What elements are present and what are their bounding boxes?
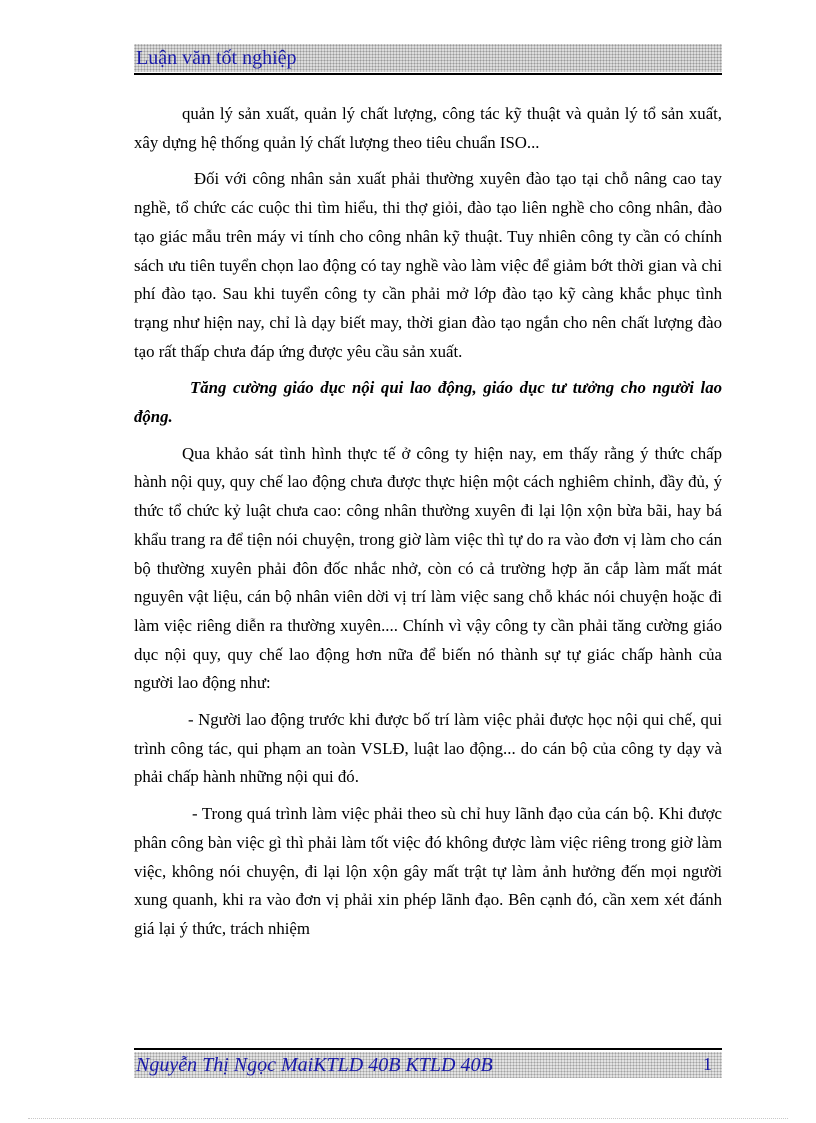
header-divider	[134, 73, 722, 75]
section-heading: Tăng cường giáo dục nội qui lao động, giáo dục tư tưởng cho người lao động.	[134, 378, 722, 427]
footer-author: Nguyễn Thị Ngọc MaiKTLD 40B KTLD 40B	[136, 1054, 493, 1076]
page-number: 1	[703, 1054, 712, 1074]
list-item-training-rules: - Người lao động trước khi được bố trí làm việc phải được học nội qui chế, qui trình công tác, qui phạm an toàn VSLĐ, luật lao động... do cán bộ của công ty dạy và phải chấp hành những nội qui đó.	[134, 710, 722, 787]
paragraph-continuation: quản lý sản xuất, quản lý chất lượng, công tác kỹ thuật và quản lý tổ sản xuất, xây dựng hệ thống quản lý chất lượng theo tiêu chuẩn ISO...	[134, 104, 722, 152]
footer-divider	[134, 1048, 722, 1050]
page-edge-divider	[28, 1118, 788, 1119]
list-item-work-discipline: - Trong quá trình làm việc phải theo sù chỉ huy lãnh đạo của cán bộ. Khi được phân công bàn việc gì thì phải làm tốt việc đó không được làm việc riêng trong giờ làm việc, không nói chuyện, đi lại lộn xộn gây mất trật tự làm ảnh hưởng đến mọi người xung quanh, khi ra vào đơn vị phải xin phép lãnh đạo. Bên cạnh đó, cần xem xét đánh giá lại ý thức, trách nhiệm	[134, 804, 722, 938]
body-text	[134, 100, 722, 952]
paragraph-worker-training: Đối với công nhân sản xuất phải thường xuyên đào tạo tại chỗ nâng cao tay nghề, tổ chức các cuộc thi tìm hiểu, thi thợ giỏi, đào tạo liên nghề cho công nhân, đào tạo giác mẫu trên máy vi tính cho công nhân kỹ thuật. Tuy nhiên công ty cần có chính sách ưu tiên tuyển chọn lao động có tay nghề vào làm việc để giảm bớt thời gian và chi phí đào tạo. Sau khi tuyển công ty cần phải mở lớp đào tạo kỹ càng khắc phục tình trạng như hiện nay, chỉ là dạy biết may, thời gian đào tạo ngắn cho nên chất lượng đào tạo rất thấp chưa đáp ứng được yêu cầu sản xuất.	[134, 169, 722, 361]
paragraph-survey: Qua khảo sát tình hình thực tế ở công ty hiện nay, em thấy rằng ý thức chấp hành nội quy, quy chế lao động chưa được thực hiện một cách nghiêm chỉnh, đầy đủ, ý thức tổ chức kỷ luật chưa cao: công nhân thường xuyên đi lại lộn xộn bừa bãi, hay bá khẩu trang ra để tiện nói chuyện, trong giờ làm việc thì tự do ra vào đơn vị làm cho cán bộ thường xuyên phải đôn đốc nhắc nhở, còn có cả trường hợp ăn cắp làm mất mát nguyên vật liệu, cán bộ nhân viên dời vị trí làm việc sang chỗ khác nói chuyện hoặc đi làm việc riêng diễn ra thường xuyên.... Chính vì vậy công ty cần phải tăng cường giáo dục nội quy, quy chế lao động hơn nữa để biến nó thành sự tự giác chấp hành của người lao động như:	[134, 443, 722, 693]
page-header	[134, 44, 722, 72]
page-footer	[134, 1052, 722, 1078]
header-title: Luận văn tốt nghiệp	[136, 47, 297, 69]
